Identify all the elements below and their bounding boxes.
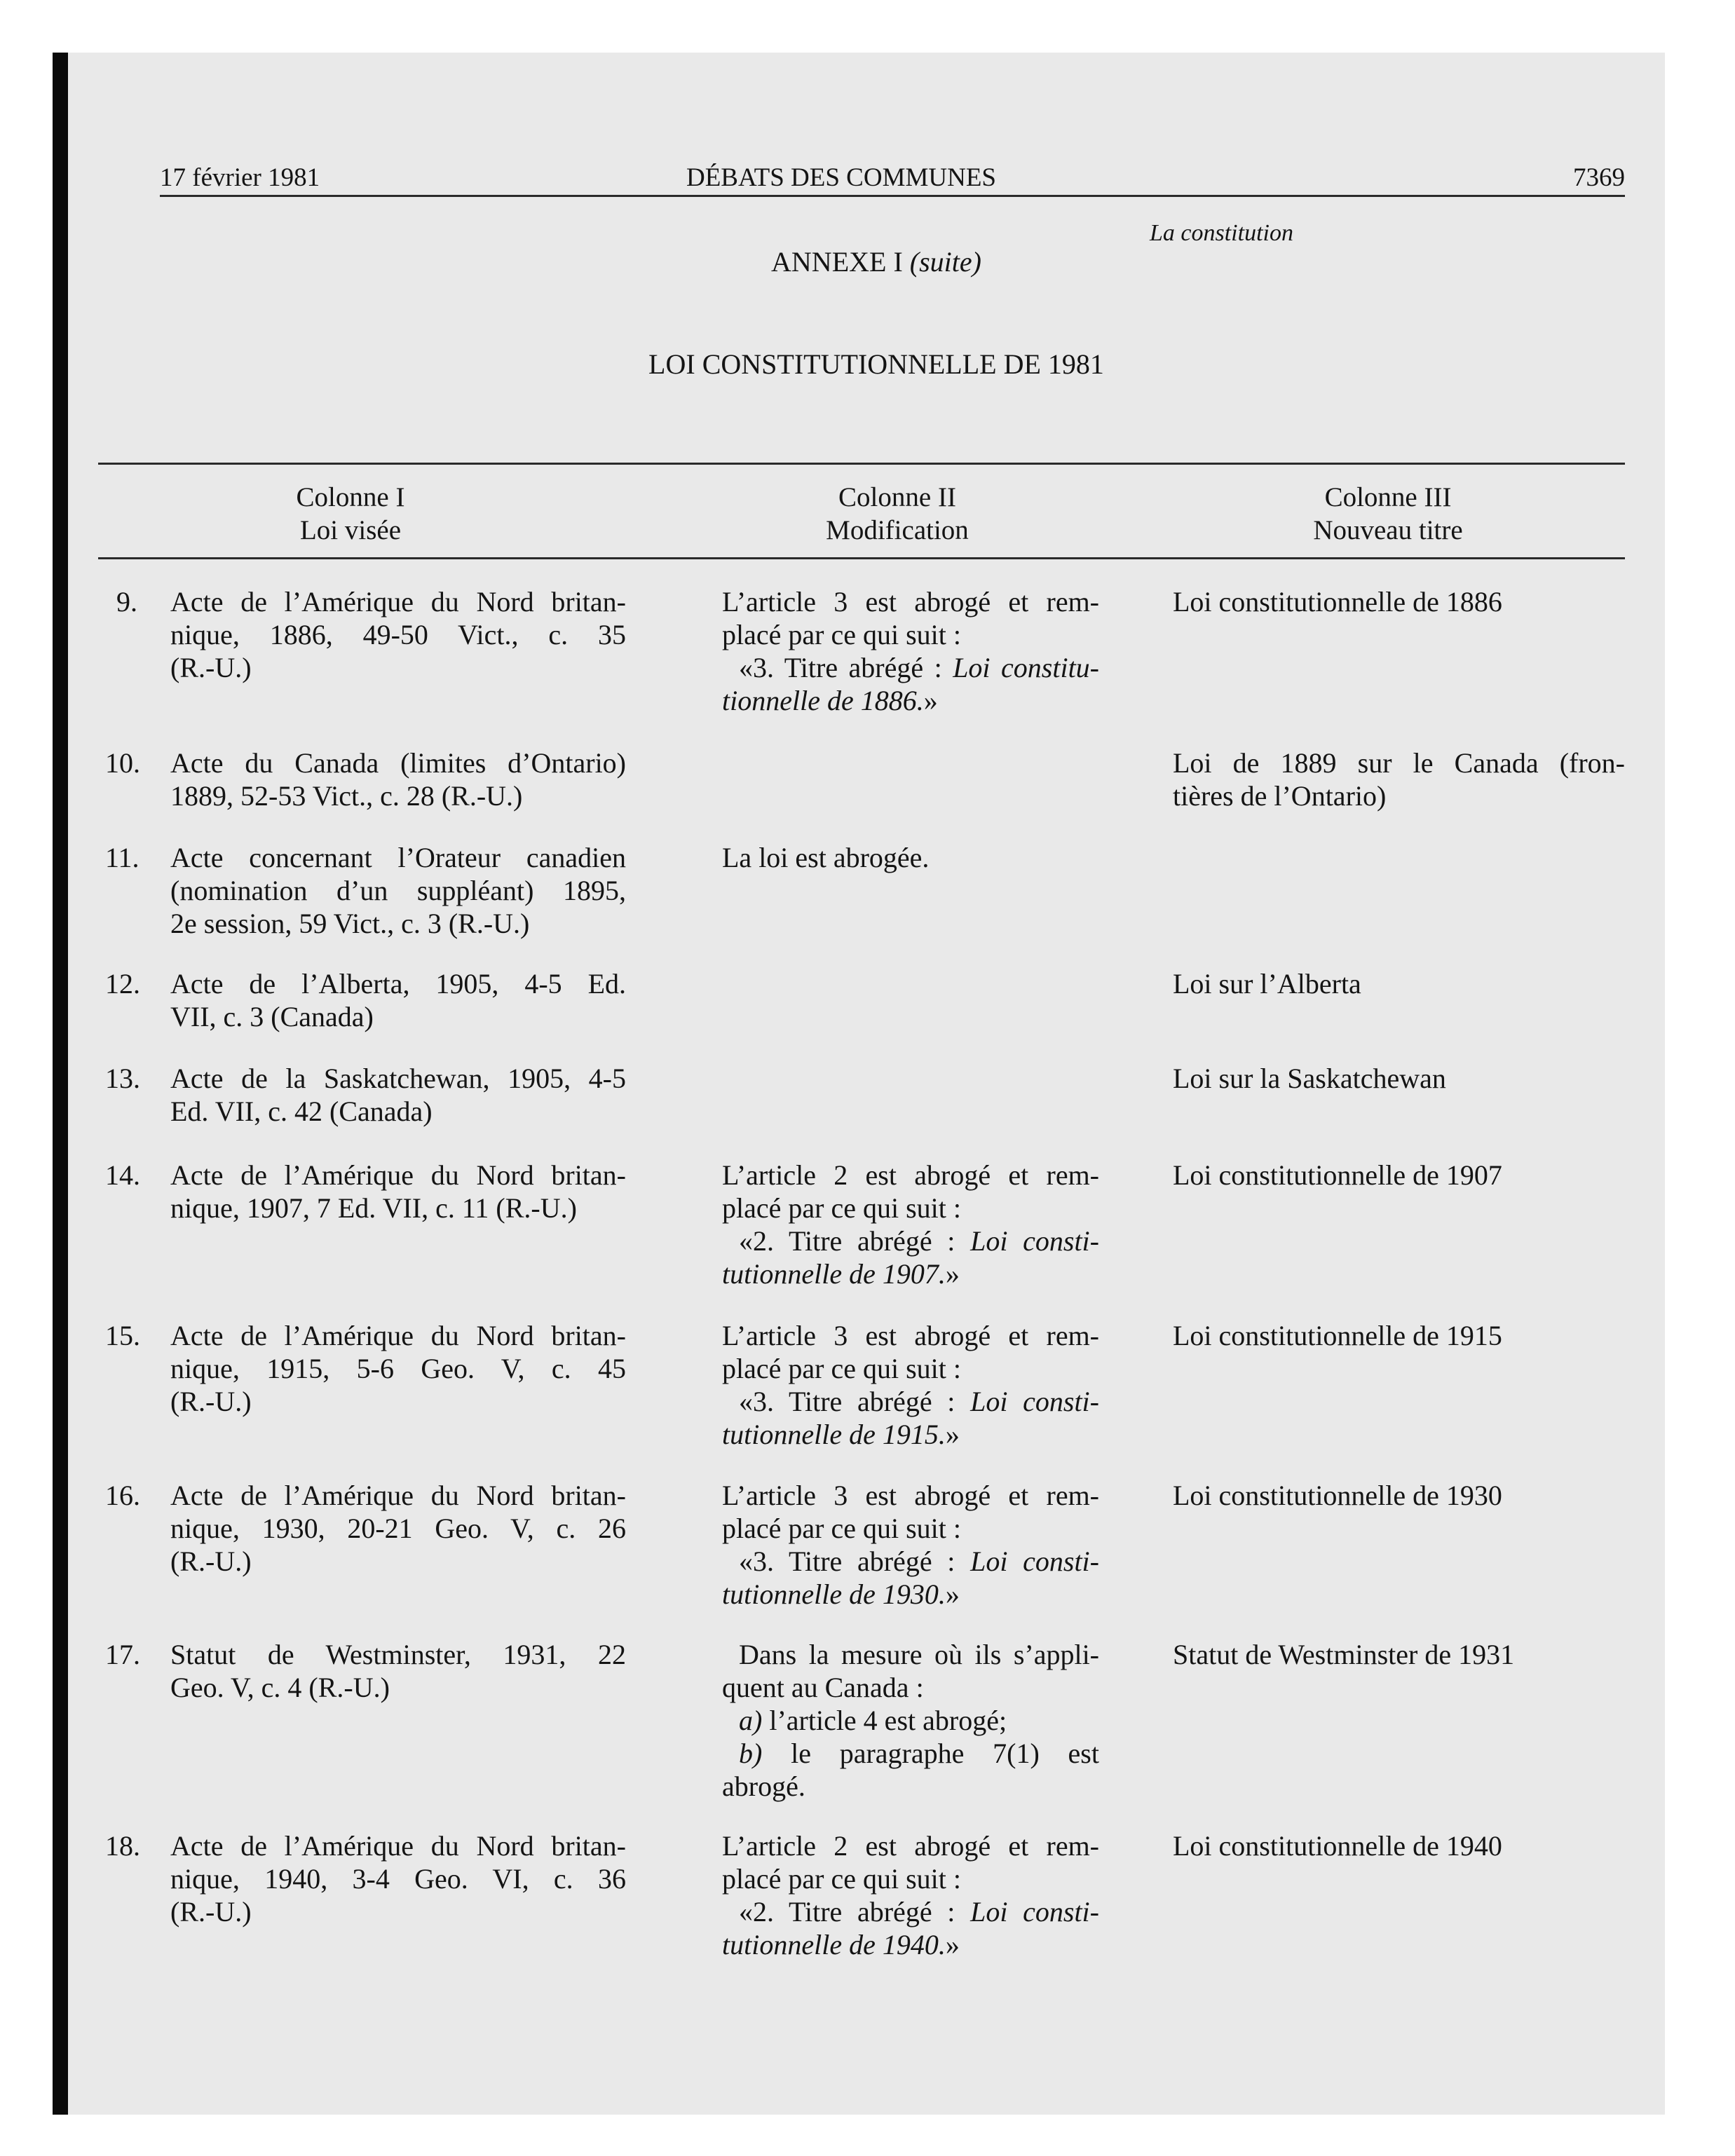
table-header-rule xyxy=(98,557,1625,559)
column-header-3: Colonne III Nouveau titre xyxy=(1313,482,1463,545)
law-title: LOI CONSTITUTIONNELLE DE 1981 xyxy=(648,348,1104,380)
act-cell: Acte concernant l’Orateur canadien (nomination d’un suppléant) 1895, 2e session, 59 Vict., c. 3 (R.-U.) xyxy=(170,842,626,939)
row-number: 16. xyxy=(105,1480,140,1511)
act-cell: Acte de l’Amérique du Nord britan- nique, 1886, 49-50 Vict., c. 35 (R.-U.) xyxy=(170,586,626,683)
row-number: 12. xyxy=(105,968,140,999)
amendment-cell: L’article 3 est abrogé et rem- placé par ce qui suit : «3. Titre abrégé : Loi consti- tutionnelle de 1930.» xyxy=(722,1480,1099,1610)
new-title-cell: Loi constitutionnelle de 1940 xyxy=(1173,1830,1502,1862)
header-page-number: 7369 xyxy=(1573,163,1625,192)
new-title-cell: Loi sur la Saskatchewan xyxy=(1173,1063,1446,1094)
amendment-cell: Dans la mesure où ils s’appli- quent au Canada : a) l’article 4 est abrogé; b) le paragraphe 7(1) est abrogé. xyxy=(722,1639,1099,1802)
amendment-cell: La loi est abrogée. xyxy=(722,842,930,873)
new-title-cell: Statut de Westminster de 1931 xyxy=(1173,1639,1515,1670)
table-top-rule xyxy=(98,463,1625,465)
annex-title: ANNEXE I (suite) xyxy=(771,246,981,278)
amendment-cell: L’article 3 est abrogé et rem- placé par ce qui suit : «3. Titre abrégé : Loi consti- tutionnelle de 1915.» xyxy=(722,1320,1099,1450)
amendment-cell: L’article 2 est abrogé et rem- placé par ce qui suit : «2. Titre abrégé : Loi consti- tutionnelle de 1907.» xyxy=(722,1159,1099,1290)
row-number: 17. xyxy=(105,1639,140,1670)
row-number: 15. xyxy=(105,1320,140,1351)
row-number: 18. xyxy=(105,1830,140,1862)
row-number: 10. xyxy=(105,747,140,779)
row-number: 11. xyxy=(105,842,140,873)
new-title-cell: Loi constitutionnelle de 1886 xyxy=(1173,586,1502,618)
new-title-cell: Loi constitutionnelle de 1907 xyxy=(1173,1159,1502,1191)
act-cell: Acte de l’Amérique du Nord britan- nique, 1940, 3-4 Geo. VI, c. 36 (R.-U.) xyxy=(170,1830,626,1928)
row-number: 9. xyxy=(116,586,137,618)
section-label: La constitution xyxy=(1150,220,1293,246)
act-cell: Acte de l’Alberta, 1905, 4-5 Ed. VII, c. 3 (Canada) xyxy=(170,968,626,1032)
row-number: 14. xyxy=(105,1159,140,1191)
column-header-1: Colonne I Loi visée xyxy=(296,482,405,545)
act-cell: Acte de l’Amérique du Nord britan- nique, 1930, 20-21 Geo. V, c. 26 (R.-U.) xyxy=(170,1480,626,1577)
new-title-cell: Loi constitutionnelle de 1930 xyxy=(1173,1480,1502,1511)
scan-left-edge xyxy=(53,53,68,2115)
header-publication: DÉBATS DES COMMUNES xyxy=(686,163,996,192)
act-cell: Acte de l’Amérique du Nord britan- nique, 1915, 5-6 Geo. V, c. 45 (R.-U.) xyxy=(170,1320,626,1417)
act-cell: Acte du Canada (limites d’Ontario) 1889, 52-53 Vict., c. 28 (R.-U.) xyxy=(170,747,626,812)
new-title-cell: Loi sur l’Alberta xyxy=(1173,968,1361,999)
amendment-cell: L’article 3 est abrogé et rem- placé par ce qui suit : «3. Titre abrégé : Loi constitu- tionnelle de 1886.» xyxy=(722,586,1099,716)
act-cell: Statut de Westminster, 1931, 22 Geo. V, c. 4 (R.-U.) xyxy=(170,1639,626,1703)
column-header-2: Colonne II Modification xyxy=(826,482,969,545)
header-rule xyxy=(160,195,1625,197)
header-date: 17 février 1981 xyxy=(160,163,320,192)
new-title-cell: Loi de 1889 sur le Canada (fron- tières de l’Ontario) xyxy=(1173,747,1625,812)
act-cell: Acte de l’Amérique du Nord britan- nique, 1907, 7 Ed. VII, c. 11 (R.-U.) xyxy=(170,1159,626,1224)
row-number: 13. xyxy=(105,1063,140,1094)
amendment-cell: L’article 2 est abrogé et rem- placé par ce qui suit : «2. Titre abrégé : Loi consti- tutionnelle de 1940.» xyxy=(722,1830,1099,1960)
act-cell: Acte de la Saskatchewan, 1905, 4-5 Ed. VII, c. 42 (Canada) xyxy=(170,1063,626,1127)
new-title-cell: Loi constitutionnelle de 1915 xyxy=(1173,1320,1502,1351)
